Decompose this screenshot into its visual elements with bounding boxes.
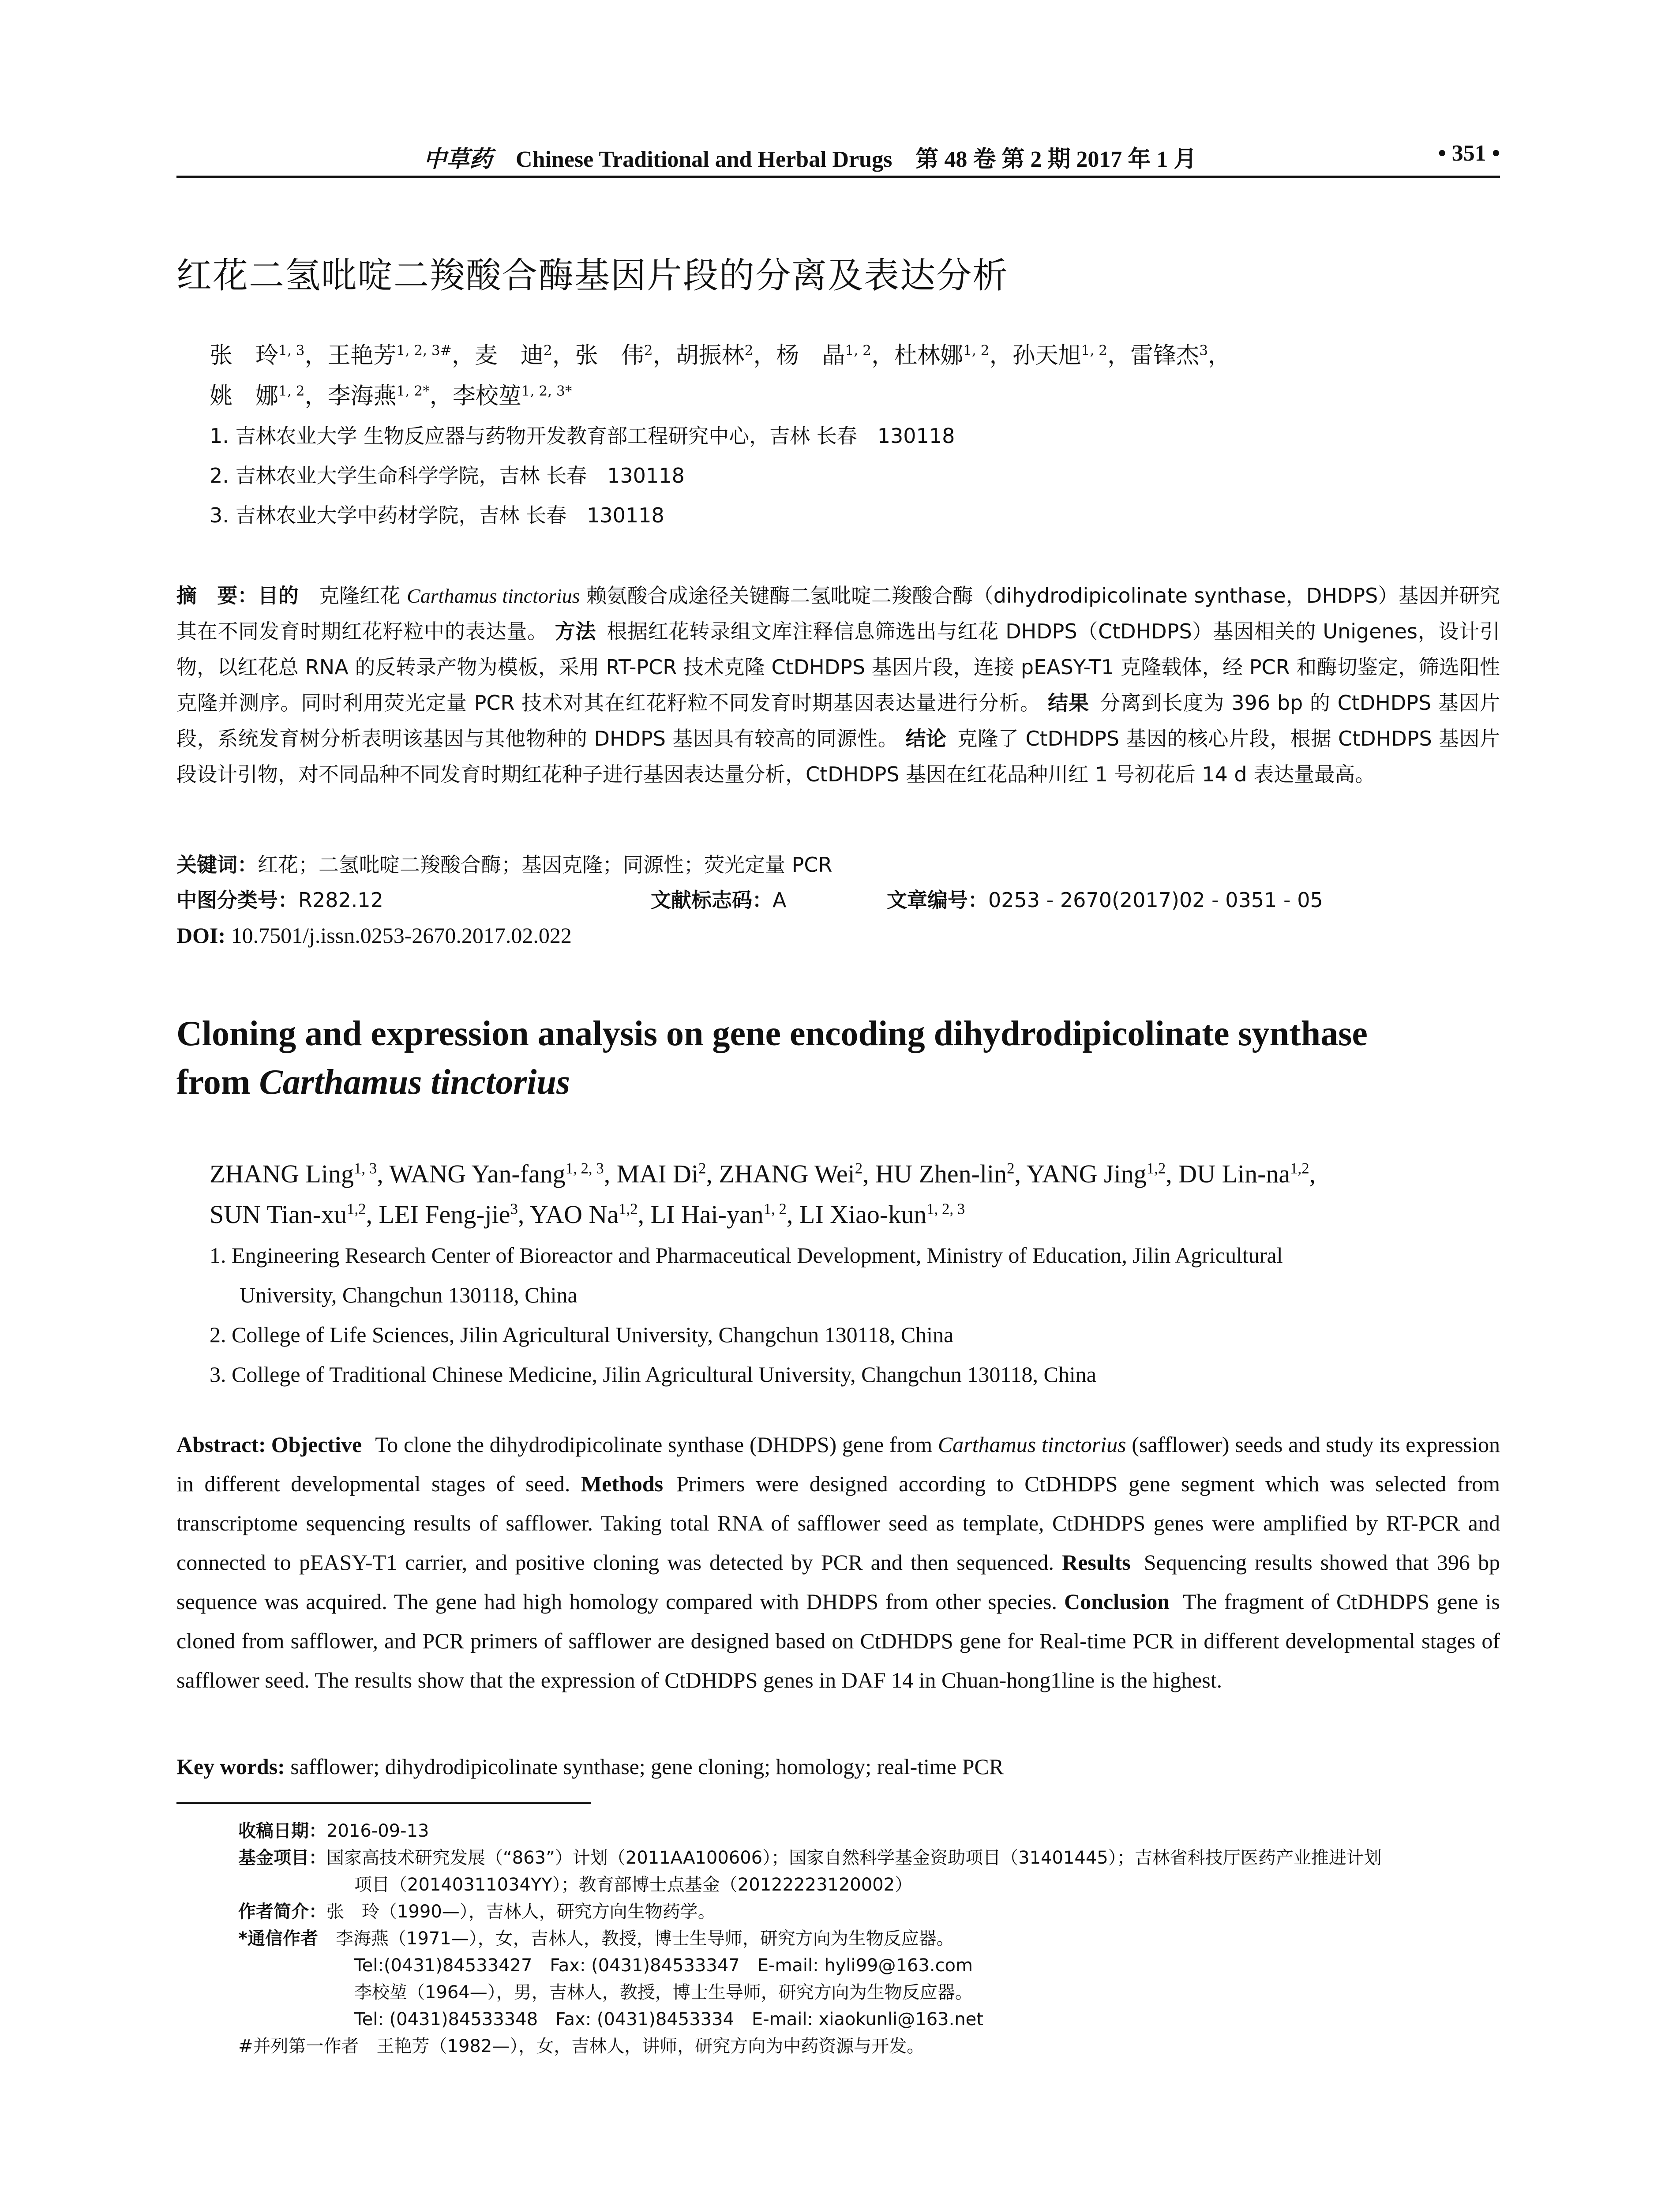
author-name: HU Zhen-lin (875, 1159, 1007, 1188)
doi-line (176, 922, 1500, 949)
author-separator: ， (552, 342, 575, 369)
cn-affiliation-3: 3. 吉林农业大学中药材学院，吉林 长春 130118 (210, 503, 664, 527)
author-separator: ， (429, 383, 453, 409)
author-separator: ， (451, 342, 475, 369)
author-separator: , (1309, 1159, 1316, 1188)
author-separator: ， (304, 383, 328, 409)
bio-text: 张 玲（1990—），吉林人，研究方向生物药学。 (326, 1902, 716, 1922)
en-methods-text: Primers were designed according to CtDHDPS gene segment which was selected from transcriptome sequencing results of safflower. Taking total RNA of safflower seed as template, CtDHDPS genes were amplified by RT-PCR and connected to pEASY-T1 carrier, and positive cloning was detected by PCR and then sequenced. (176, 1471, 1500, 1575)
fund-line-2: 项目（20140311034YY）；教育部博士点基金（20122223120002） (354, 1875, 913, 1895)
author-name: 李校堃 (452, 383, 521, 409)
en-title-species: Carthamus tinctorius (259, 1063, 570, 1102)
cn-classification (176, 887, 1500, 913)
journal-issue: 第 48 卷 第 2 期 2017 年 1 月 (915, 147, 1197, 172)
author-name: 孙天旭 (1012, 342, 1081, 369)
author-affiliation-mark: 1, 2, 3 (565, 1159, 604, 1177)
cn-keywords-label: 关键词： (176, 853, 258, 877)
author-separator: , (377, 1159, 390, 1188)
author-name: SUN Tian-xu (210, 1200, 347, 1229)
en-title-from: from (176, 1063, 259, 1102)
cn-objective-text: 赖氨酸合成途径关键酶二氢吡啶二羧酸合酶（dihydrodipicolinate synthase，DHDPS）基因并研究其在不同发育时期红花籽粒中的表达量。 (176, 584, 1500, 643)
author-name: ZHANG Ling (210, 1159, 354, 1188)
author-name: 李海燕 (327, 383, 397, 409)
author-name: LI Hai-yan (650, 1200, 764, 1229)
en-conclusion-text: The fragment of CtDHDPS gene is cloned from safflower, and PCR primers of safflower are designed based on CtDHDPS gene for Real-time PCR in different developmental stages of safflower seed. The results show that the expression of CtDHDPS genes in DAF 14 in Chuan-hong1line is the highest. (176, 1589, 1500, 1692)
author-separator: , (604, 1159, 617, 1188)
doi-link[interactable]: 10.7501/j.issn.0253-2670.2017.02.022 (231, 923, 572, 948)
en-authors-line1 (210, 1154, 1502, 1194)
doi-label: DOI: (176, 923, 226, 948)
en-abstract (176, 1425, 1500, 1700)
cn-affiliation-2: 2. 吉林农业大学生命科学学院，吉林 长春 130118 (210, 464, 685, 488)
author-separator: , (862, 1159, 876, 1188)
en-affiliation-1-line1: 1. Engineering Research Center of Bioreactor and Pharmaceutical Development, Ministry of Education, Jilin Agricultural (210, 1243, 1283, 1268)
author-affiliation-mark: 1, 2, 3 (926, 1200, 965, 1218)
en-objective-pre: To clone the dihydrodipicolinate synthase (DHDPS) gene from (375, 1432, 938, 1457)
author-name: WANG Yan-fang (389, 1159, 566, 1188)
doc-code-value: A (772, 888, 787, 912)
author-separator: , (706, 1159, 719, 1188)
corresponding-author-1 (238, 1925, 1500, 1952)
author-separator: , (1014, 1159, 1027, 1188)
header-rule (176, 176, 1500, 178)
author-separator: ， (1208, 342, 1231, 369)
author-name: MAI Di (616, 1159, 698, 1188)
author-separator: ， (871, 342, 895, 369)
en-conclusion-label: Conclusion (1064, 1589, 1170, 1614)
author-name: LEI Feng-jie (379, 1200, 510, 1229)
corr1-contact: Tel:(0431)84533427 Fax: (0431)84533347 E-mail: hyli99@163.com (354, 1955, 973, 1976)
author-affiliation-mark: 2 (543, 342, 552, 359)
author-name: 杜林娜 (894, 342, 964, 369)
author-separator: , (366, 1200, 379, 1229)
author-affiliation-mark: 1, 2* (396, 383, 430, 399)
author-name: 麦 迪 (474, 342, 544, 369)
fund-label: 基金项目： (238, 1848, 326, 1868)
en-title (176, 1009, 1500, 1107)
cn-results-text: 分离到长度为 396 bp 的 CtDHDPS 基因片段，系统发育树分析表明该基因与其他物种的 DHDPS 基因具有较高的同源性。 (176, 691, 1500, 750)
author-name: 杨 晶 (776, 342, 845, 369)
en-results-label: Results (1062, 1550, 1131, 1575)
cn-objective-species: Carthamus tinctorius (407, 585, 580, 607)
author-affiliation-mark: 1, 2, 3# (396, 342, 452, 359)
en-authors-line2 (210, 1194, 1502, 1235)
cn-objective-label: 目的 (258, 584, 299, 608)
author-name: 张 玲 (210, 342, 279, 369)
en-title-line2 (176, 1058, 1500, 1107)
clc-label: 中图分类号： (176, 888, 298, 912)
author-separator: , (638, 1200, 651, 1229)
co-first-author: #并列第一作者 王艳芳（1982—），女，吉林人，讲师，研究方向为中药资源与开发。 (238, 2036, 925, 2056)
cn-keywords (176, 852, 1500, 878)
fund-line (238, 1845, 1500, 1872)
journal-name: Chinese Traditional and Herbal Drugs (516, 147, 892, 172)
author-name: YANG Jing (1026, 1159, 1147, 1188)
cn-authors-line1 (210, 335, 1502, 376)
journal-brand: 中草药 (424, 147, 493, 172)
en-affiliation-3: 3. College of Traditional Chinese Medicine, Jilin Agricultural University, Changchun 130118, China (210, 1362, 1096, 1387)
received-value: 2016-09-13 (326, 1821, 429, 1841)
cn-keywords-text: 红花；二氢吡啶二羧酸合酶；基因克隆；同源性；荧光定量 PCR (258, 853, 832, 877)
corr-label: *通信作者 (238, 1928, 318, 1949)
author-affiliation-mark: 1,2 (347, 1200, 366, 1218)
author-bio (238, 1898, 1500, 1925)
author-separator: ， (753, 342, 776, 369)
author-name: YAO Na (529, 1200, 619, 1229)
en-affiliation-2: 2. College of Life Sciences, Jilin Agricultural University, Changchun 130118, China (210, 1322, 954, 1347)
en-keywords-text: safflower; dihydrodipicolinate synthase; gene cloning; homology; real-time PCR (290, 1754, 1004, 1779)
author-name: LI Xiao-kun (799, 1200, 927, 1229)
author-separator: , (786, 1200, 799, 1229)
author-affiliation-mark: 2 (698, 1159, 706, 1177)
author-affiliation-mark: 1,2 (1146, 1159, 1166, 1177)
author-name: 雷锋杰 (1130, 342, 1200, 369)
bio-label: 作者简介： (238, 1902, 326, 1922)
author-affiliation-mark: 1, 2 (278, 383, 305, 399)
article-no-label: 文章编号： (887, 888, 988, 912)
cn-objective-pre: 克隆红花 (319, 584, 407, 608)
received-label: 收稿日期： (238, 1821, 326, 1841)
author-affiliation-mark: 3 (510, 1200, 518, 1218)
author-name: 张 伟 (575, 342, 644, 369)
author-name: 姚 娜 (210, 383, 279, 409)
author-separator: ， (304, 342, 328, 369)
author-affiliation-mark: 2 (855, 1159, 863, 1177)
footnote-rule (176, 1802, 591, 1804)
author-affiliation-mark: 2 (744, 342, 754, 359)
author-affiliation-mark: 1, 2 (763, 1200, 787, 1218)
en-results-text: Sequencing results showed that 396 bp sequence was acquired. The gene had high homology compared with DHDPS from other species. (176, 1550, 1500, 1614)
cn-affiliation-1: 1. 吉林农业大学 生物反应器与药物开发教育部工程研究中心，吉林 长春 130118 (210, 424, 955, 448)
author-affiliation-mark: 1, 3 (354, 1159, 377, 1177)
author-name: 胡振林 (675, 342, 745, 369)
author-separator: ， (652, 342, 676, 369)
en-affiliation-1-line2: University, Changchun 130118, China (240, 1283, 578, 1307)
author-affiliation-mark: 1, 2 (1081, 342, 1108, 359)
author-affiliation-mark: 1,2 (1290, 1159, 1309, 1177)
author-affiliation-mark: 1, 2, 3* (521, 383, 572, 399)
author-affiliation-mark: 1, 2 (963, 342, 990, 359)
running-header (176, 140, 1500, 176)
author-affiliation-mark: 1, 2 (845, 342, 872, 359)
author-separator: ， (1107, 342, 1131, 369)
en-objective-species: Carthamus tinctorius (938, 1432, 1126, 1457)
cn-results-label: 结果 (1048, 691, 1090, 715)
en-methods-label: Methods (581, 1471, 664, 1496)
cn-methods-label: 方法 (555, 619, 596, 643)
corr2-contact: Tel: (0431)84533348 Fax: (0431)8453334 E-mail: xiaokunli@163.net (354, 2009, 983, 2030)
cn-abstract (176, 578, 1500, 792)
article-no-value: 0253 - 2670(2017)02 - 0351 - 05 (988, 888, 1323, 912)
fund-text-1: 国家高技术研究发展（“863”）计划（2011AA100606）；国家自然科学基金资助项目（31401445）；吉林省科技厅医药产业推进计划 (326, 1848, 1382, 1868)
en-authors (210, 1154, 1502, 1235)
author-name: ZHANG Wei (719, 1159, 855, 1188)
received-date (238, 1818, 1500, 1845)
en-title-line1: Cloning and expression analysis on gene encoding dihydrodipicolinate synthase (176, 1014, 1368, 1053)
corr1-text: 李海燕（1971—），女，吉林人，教授，博士生导师，研究方向为生物反应器。 (335, 1928, 954, 1949)
clc-value: R282.12 (298, 888, 383, 912)
cn-methods-text: 根据红花转录组文库注释信息筛选出与红花 DHDPS（CtDHDPS）基因相关的 Unigenes，设计引物，以红花总 RNA 的反转录产物为模板，采用 RT-PCR 技术克隆 CtDHDPS 基因片段，连接 pEASY-T1 克隆载体，经 PCR 和酶切鉴定，筛选阳性克隆并测序。同时利用荧光定量 PCR 技术对其在红花籽粒不同发育时期基因表达量进行分析。 (176, 619, 1500, 715)
en-affiliation-1 (210, 1235, 1502, 1315)
page-number: • 351 • (1438, 141, 1500, 166)
en-objective-text: (safflower) seeds and study its expression in different developmental stages of seed. (176, 1432, 1500, 1496)
author-affiliation-mark: 2 (1007, 1159, 1015, 1177)
cn-conclusion-text: 克隆了 CtDHDPS 基因的核心片段，根据 CtDHDPS 基因片段设计引物，对不同品种不同发育时期红花种子进行基因表达量分析，CtDHDPS 基因在红花品种川红 1 号初花后 14 d 表达量最高。 (176, 727, 1500, 786)
cn-abstract-label: 摘 要： (176, 584, 258, 608)
doc-code-label: 文献标志码： (651, 888, 772, 912)
author-affiliation-mark: 3 (1199, 342, 1208, 359)
author-affiliation-mark: 1, 3 (278, 342, 305, 359)
cn-authors (210, 335, 1502, 416)
en-abstract-label: Abstract: (176, 1432, 266, 1457)
author-separator: , (518, 1200, 530, 1229)
en-keywords-label: Key words: (176, 1754, 285, 1779)
author-separator: , (1166, 1159, 1179, 1188)
cn-title: 红花二氢吡啶二羧酸合酶基因片段的分离及表达分析 (176, 255, 1009, 296)
author-affiliation-mark: 2 (644, 342, 653, 359)
author-affiliation-mark: 1,2 (619, 1200, 638, 1218)
en-keywords (176, 1754, 1500, 1779)
author-name: DU Lin-na (1178, 1159, 1290, 1188)
author-separator: ， (989, 342, 1012, 369)
author-name: 王艳芳 (327, 342, 397, 369)
footnotes (238, 1818, 1500, 2060)
en-objective-label: Objective (271, 1432, 362, 1457)
corr2-text: 李校堃（1964—），男，吉林人，教授，博士生导师，研究方向为生物反应器。 (354, 1982, 973, 2003)
cn-conclusion-label: 结论 (905, 727, 947, 750)
journal-info (424, 140, 1196, 173)
cn-authors-line2 (210, 376, 1502, 416)
